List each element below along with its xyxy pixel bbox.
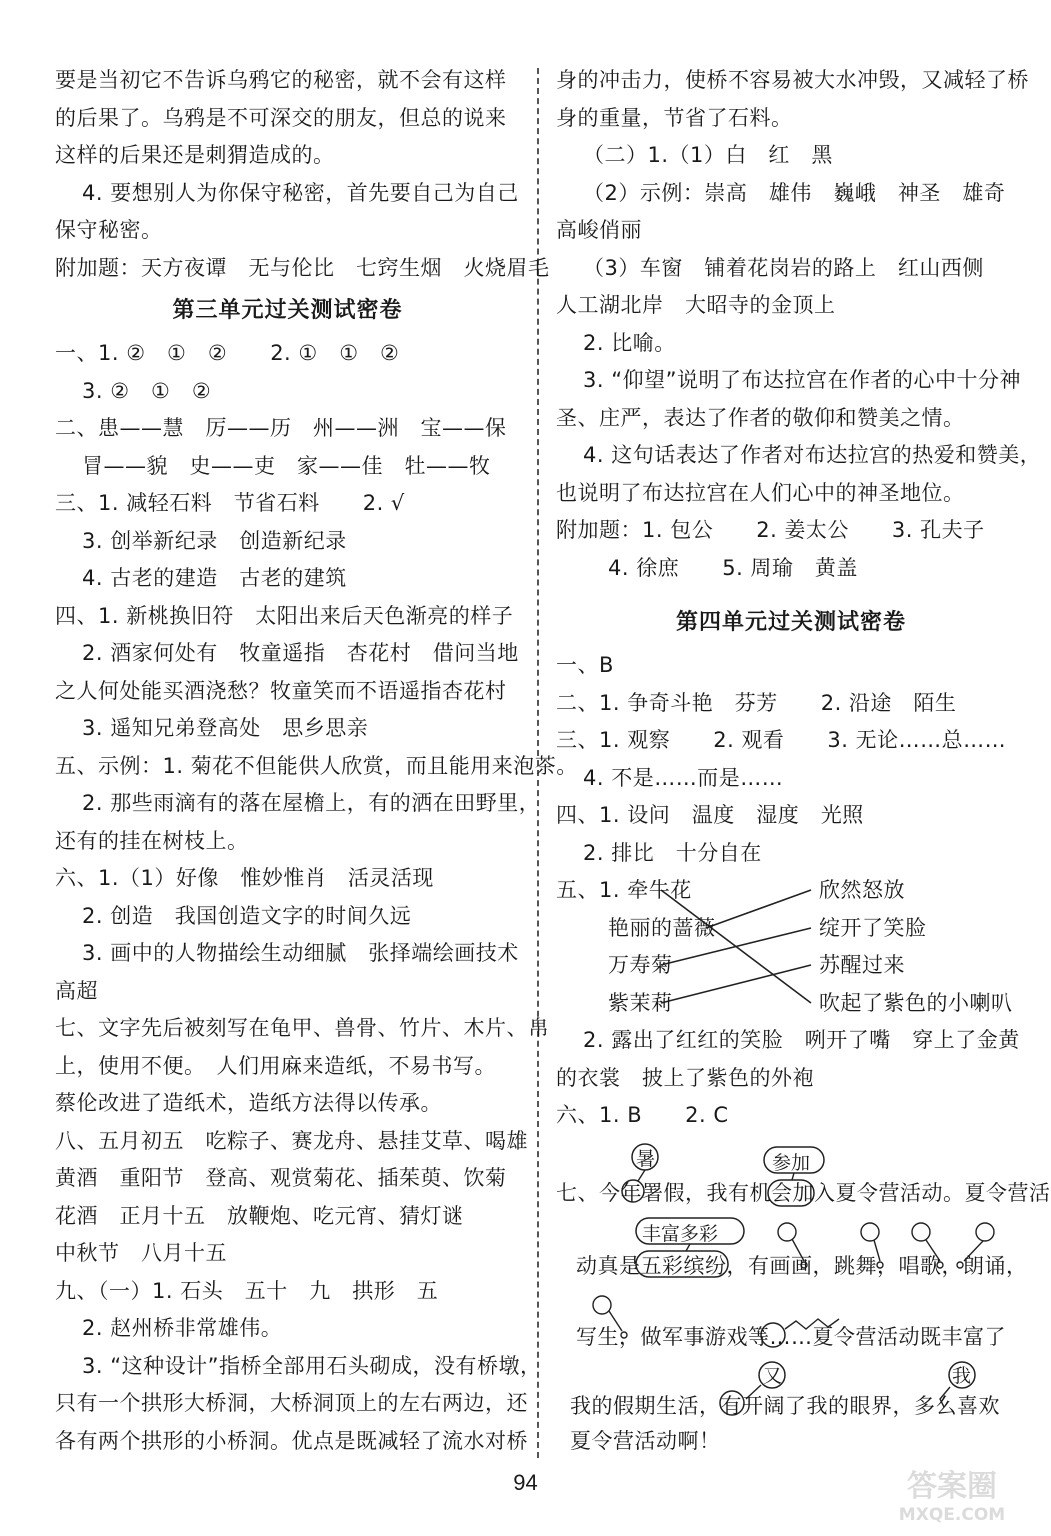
text-line: 2. 比喻。 <box>583 330 676 355</box>
text-line: 附加题：1. 包公 2. 姜太公 3. 孔夫子 <box>556 518 985 542</box>
text-line: 中秋节 八月十五 <box>55 1241 227 1265</box>
text-line: 高超 <box>55 978 98 1003</box>
text-line: 三、1. 观察 2. 观看 3. 无论……总…… <box>556 728 1007 752</box>
text-line: 上，使用不便。 人们用麻来造纸，不易书写。 <box>55 1053 496 1078</box>
text-line: 3. “这种设计”指桥全部用石头砌成，没有桥墩， <box>82 1353 542 1378</box>
correction-insert-wo: 我 <box>952 1364 972 1387</box>
text-line: （二）1.（1）白 红 黑 <box>583 143 833 167</box>
text-line: 4. 这句话表达了作者对布达拉宫的热爱和赞美， <box>583 443 1042 467</box>
text-line: 3. 遥知兄弟登高处 思乡思亲 <box>82 716 369 740</box>
text-line: 一、B <box>556 653 614 677</box>
text-line: 高峻俏丽 <box>556 218 642 242</box>
right-column <box>556 62 1051 1453</box>
text-line: （3）车窗 铺着花岗岩的路上 红山西侧 <box>583 255 984 280</box>
text-line: 这样的后果还是刺猬造成的。 <box>55 143 335 167</box>
text-line: 2. 创造 我国创造文字的时间久远 <box>82 903 412 928</box>
text-line: 夏令营活动啊！ <box>570 1428 721 1453</box>
text-line: 七、今年署假，我有机会加入夏令营活动。夏令营活 <box>556 1180 1051 1205</box>
text-line: 我的假期生活，有开阔了我的眼界，多么喜欢 <box>570 1393 1000 1418</box>
text-line: 3. 创举新纪录 创造新纪录 <box>82 528 347 553</box>
text-line: 2. 酒家何处有 牧童遥指 杏花村 借问当地 <box>82 641 519 665</box>
text-line: 圣、庄严，表达了作者的敬仰和赞美之情。 <box>556 405 965 430</box>
text-line: 2. 排比 十分自在 <box>583 840 762 865</box>
text-line: 四、1. 设问 温度 湿度 光照 <box>556 803 864 827</box>
match-item-left: 艳丽的蔷薇 <box>608 915 716 940</box>
correction-insert-canjia: 参加 <box>772 1151 811 1174</box>
svg-text:答案圈: 答案圈 <box>907 1469 997 1504</box>
correction-insert-you: 又 <box>763 1364 783 1387</box>
text-line: 九、（一）1. 石头 五十 九 拱形 五 <box>55 1278 439 1303</box>
text-line: 八、五月初五 吃粽子、赛龙舟、悬挂艾草、喝雄 <box>55 1128 528 1153</box>
text-line: 二、1. 争奇斗艳 芬芳 2. 沿途 陌生 <box>556 690 957 715</box>
text-line: 保守秘密。 <box>55 218 163 242</box>
text-line: 只有一个拱形大桥洞，大桥洞顶上的左右两边，还 <box>55 1391 528 1415</box>
left-column <box>55 62 578 1460</box>
section-title-unit-3: 第三单元过关测试密卷 <box>172 298 403 323</box>
match-item-left: 万寿菊 <box>608 953 673 977</box>
page-number: 94 <box>513 1470 538 1495</box>
text-line: 四、1. 新桃换旧符 太阳出来后天色渐亮的样子 <box>55 603 514 628</box>
text-line: 4. 徐庶 5. 周瑜 黄盖 <box>608 555 858 580</box>
text-line: 花酒 正月十五 放鞭炮、吃元宵、猜灯谜 <box>55 1203 464 1228</box>
text-line: 冒——貌 史——吏 家——佳 牡——牧 <box>82 453 491 478</box>
text-line: 人工湖北岸 大昭寺的金顶上 <box>556 293 836 317</box>
text-line: 3. ② ① ② <box>82 378 212 403</box>
correction-insert-shu: 暑 <box>636 1147 656 1170</box>
text-line: 4. 要想别人为你保守秘密，首先要自己为自己 <box>82 180 519 205</box>
match-item-right: 苏醒过来 <box>819 953 905 977</box>
text-line: 写生，做军事游戏等……夏令营活动既丰富了 <box>576 1324 1006 1349</box>
text-line: 六、1. B 2. C <box>556 1103 729 1127</box>
match-item-right: 吹起了紫色的小喇叭 <box>819 990 1013 1015</box>
text-line: 的衣裳 披上了紫色的外袍 <box>556 1065 814 1090</box>
match-item-right: 欣然怒放 <box>819 878 905 902</box>
text-line: （2）示例：崇高 雄伟 巍峨 神圣 雄奇 <box>583 180 1006 205</box>
watermark-logo <box>864 1458 1039 1528</box>
text-line: 六、1.（1）好像 惟妙惟肖 活灵活现 <box>55 866 434 890</box>
match-left-column <box>556 872 716 1022</box>
text-line: 蔡伦改进了造纸术，造纸方法得以传承。 <box>55 1091 442 1115</box>
correction-exercise <box>556 1135 1051 1453</box>
text-line: 二、患——慧 厉——历 州——洲 宝——保 <box>55 416 507 440</box>
text-line: 五、示例：1. 菊花不但能供人欣赏，而且能用来泡茶。 <box>55 753 578 778</box>
section-title-unit-4: 第四单元过关测试密卷 <box>675 610 906 635</box>
match-item-left: 牵牛花 <box>627 878 692 902</box>
text-line: 要是当初它不告诉乌鸦它的秘密，就不会有这样 <box>55 68 507 92</box>
text-line: 2. 那些雨滴有的落在屋檐上，有的洒在田野里， <box>82 791 541 815</box>
svg-text:MXQE.COM: MXQE.COM <box>898 1505 1006 1525</box>
match-label: 五、1. <box>556 878 621 902</box>
text-line: 三、1. 减轻石料 节省石料 2. √ <box>55 491 405 515</box>
text-line: 的后果了。乌鸦是不可深交的朋友，但总的说来 <box>55 105 507 130</box>
match-right-column <box>819 872 1013 1022</box>
text-line: 2. 赵州桥非常雄伟。 <box>82 1316 283 1340</box>
text-line: 4. 古老的建造 古老的建筑 <box>82 566 347 590</box>
text-line: 2. 露出了红红的笑脸 咧开了嘴 穿上了金黄 <box>583 1028 1020 1052</box>
correction-insert-fengfu: 丰富多彩 <box>642 1222 719 1245</box>
text-line: 3. “仰望”说明了布达拉宫在作者的心中十分神 <box>583 368 1021 392</box>
text-line: 七、文字先后被刻写在龟甲、兽骨、竹片、木片、帛 <box>55 1016 550 1040</box>
text-line: 也说明了布达拉宫在人们心中的神圣地位。 <box>556 480 965 505</box>
text-line: 还有的挂在树枝上。 <box>55 828 249 853</box>
text-line: 之人何处能买酒浇愁？牧童笑而不语遥指杏花村 <box>55 678 507 703</box>
matching-exercise <box>556 872 1026 1022</box>
text-line: 一、1. ② ① ② 2. ① ① ② <box>55 341 400 365</box>
text-line: 身的冲击力，使桥不容易被大水冲毁，又减轻了桥 <box>556 68 1029 92</box>
text-line: 身的重量，节省了石料。 <box>556 105 793 130</box>
text-line: 4. 不是……而是…… <box>583 765 784 790</box>
text-line: 3. 画中的人物描绘生动细腻 张择端绘画技术 <box>82 941 519 965</box>
text-line: 动真是五彩缤纷，有画画，跳舞，唱歌，朗诵， <box>576 1253 1028 1278</box>
text-line: 黄酒 重阳节 登高、观赏菊花、插茱萸、饮菊 <box>55 1166 507 1190</box>
text-line: 附加题：天方夜谭 无与伦比 七窍生烟 火烧眉毛 <box>55 255 550 280</box>
match-item-right: 绽开了笑脸 <box>819 915 927 940</box>
match-item-left: 紫茉莉 <box>608 990 673 1015</box>
text-line: 各有两个拱形的小桥洞。优点是既减轻了流水对桥 <box>55 1428 528 1453</box>
